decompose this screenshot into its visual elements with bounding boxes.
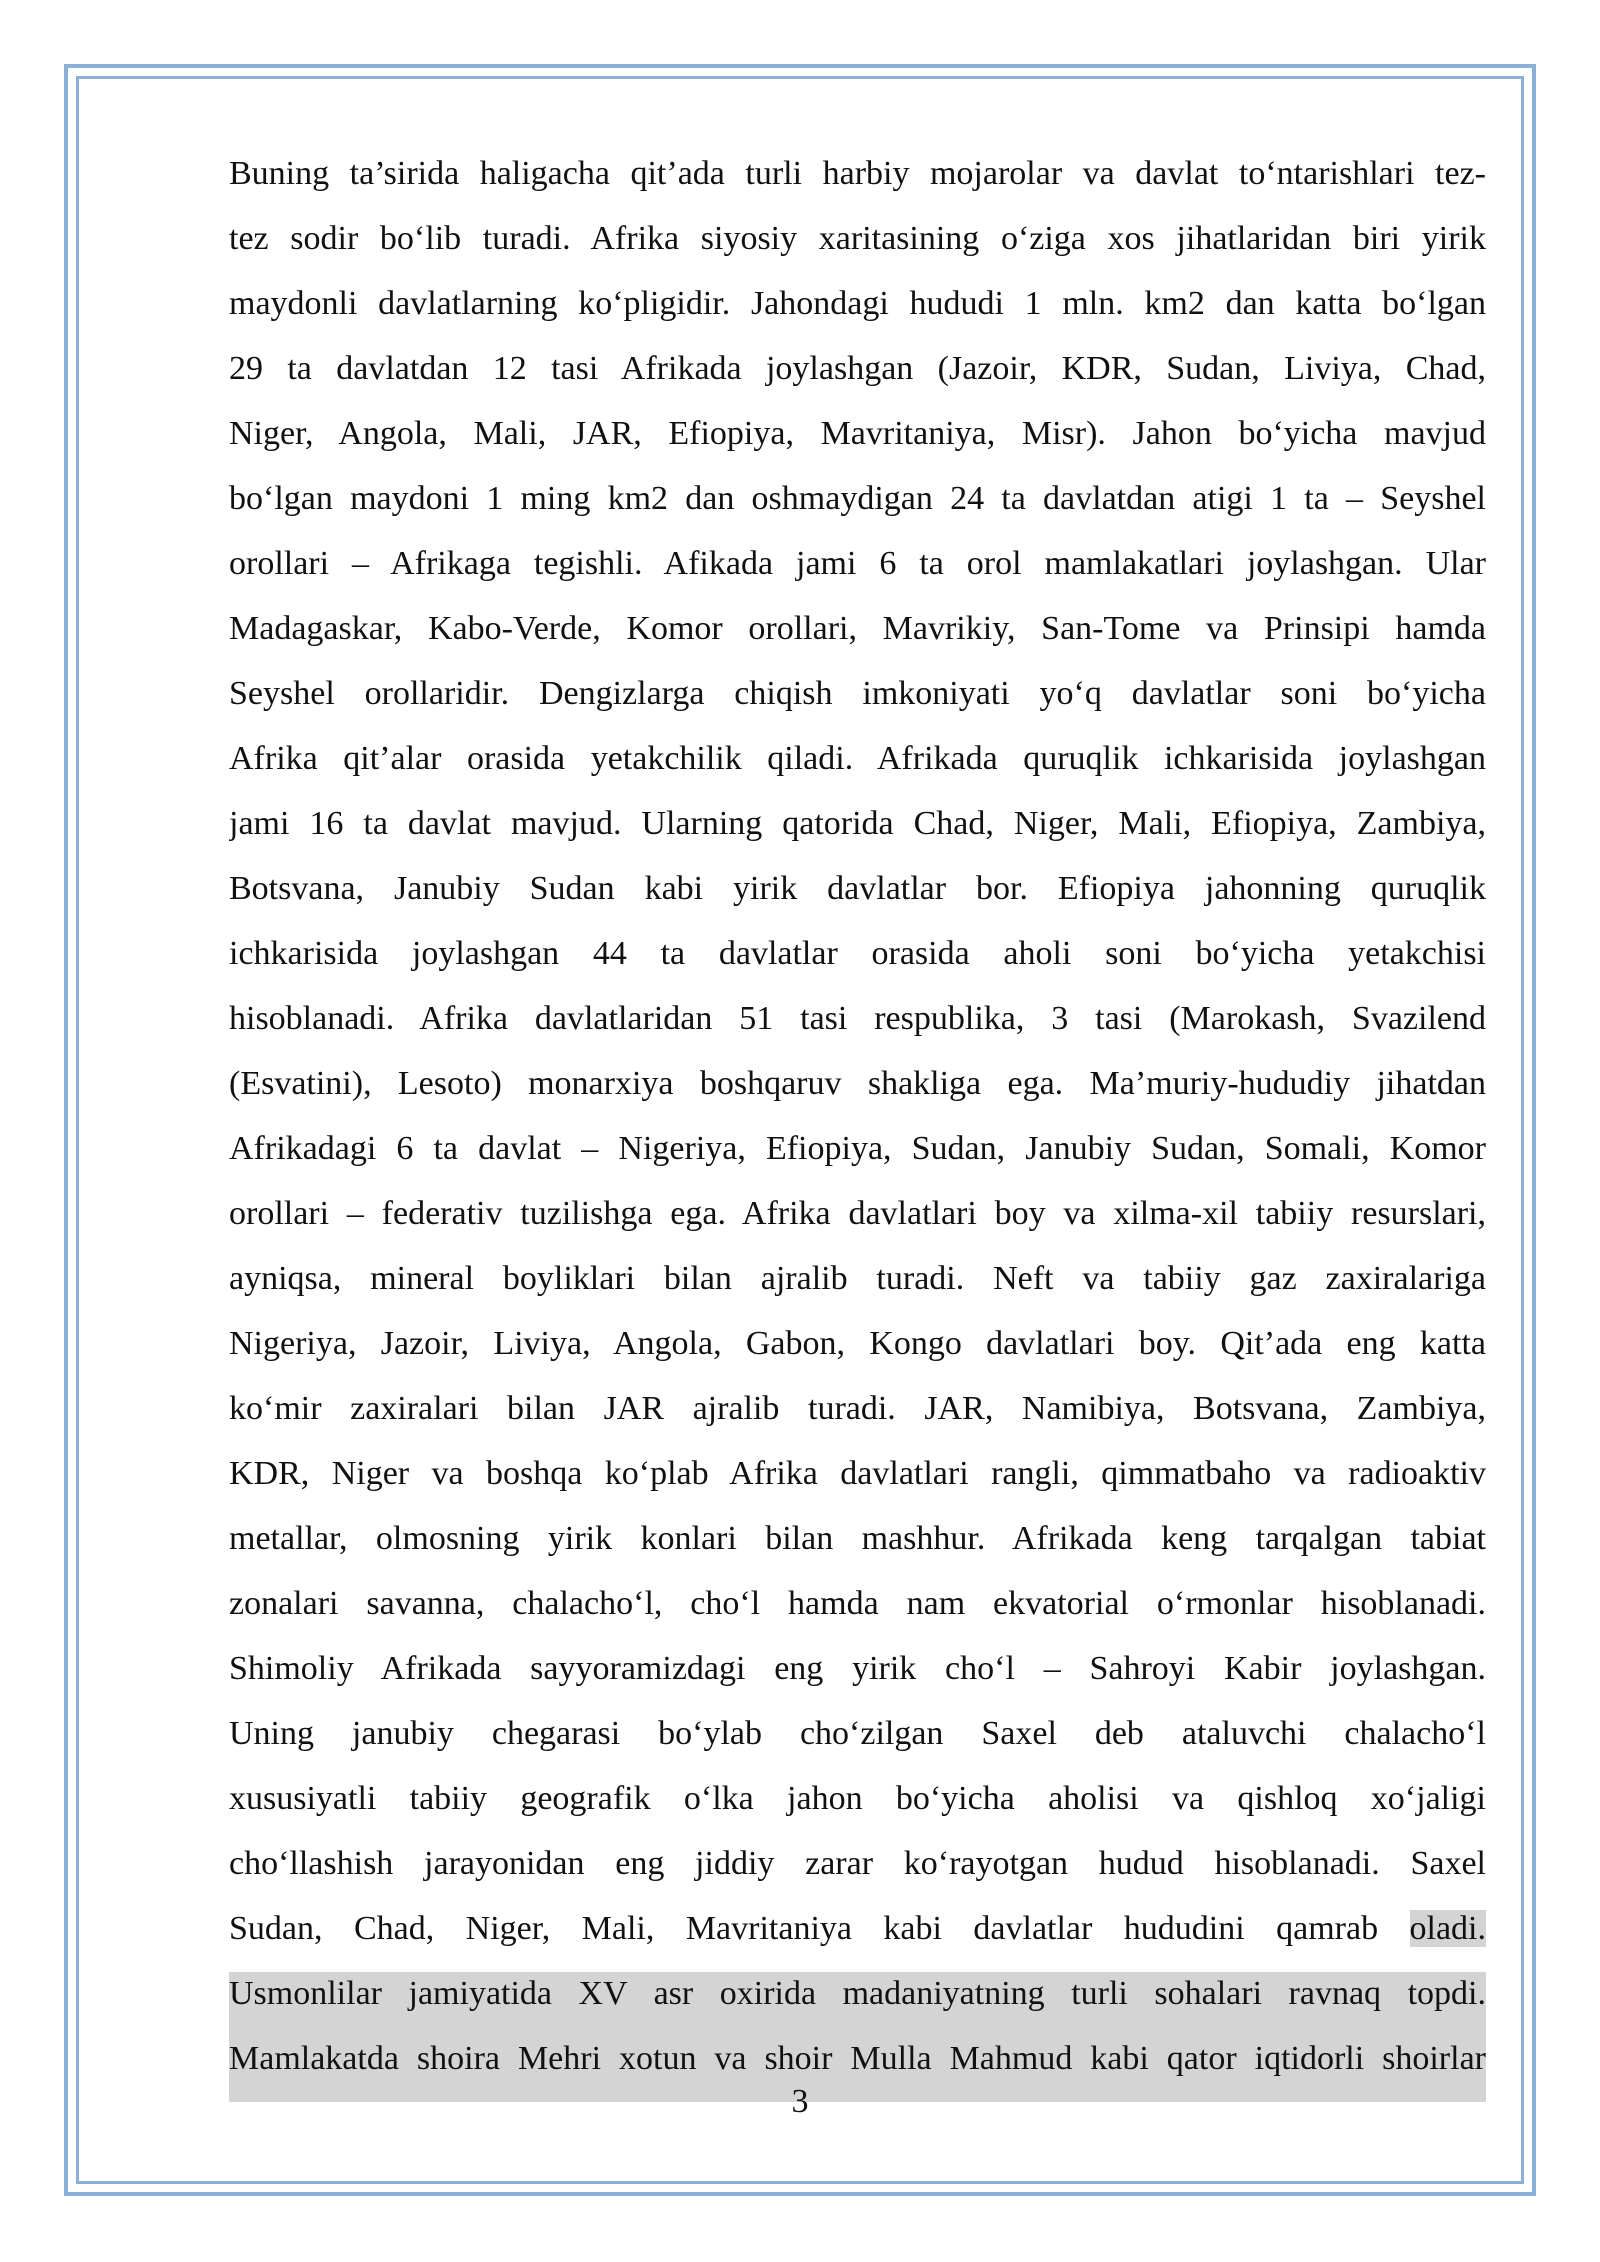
text-line: (Esvatini), Lesoto) monarxiya boshqaruv shakliga ega. Ma’muriy-hududiy jihatdan xyxy=(229,1065,1486,1102)
highlighted-text-line: Mamlakatda shoira Mehri xotun va shoir Mulla Mahmud kabi qator iqtidorli shoirlar xyxy=(229,2037,1486,2102)
text-line: Shimoliy Afrikada sayyoramizdagi eng yirik cho‘l – Sahroyi Kabir joylashgan. xyxy=(229,1650,1486,1687)
page-number: 3 xyxy=(791,2083,809,2120)
text-line: tez sodir bo‘lib turadi. Afrika siyosiy xaritasining o‘ziga xos jihatlaridan biri yirik xyxy=(229,220,1486,257)
text-line: Afrika qit’alar orasida yetakchilik qiladi. Afrikada quruqlik ichkarisida joylashgan xyxy=(229,740,1486,777)
text-line: ichkarisida joylashgan 44 ta davlatlar orasida aholi soni bo‘yicha yetakchisi xyxy=(229,935,1486,972)
text-line: metallar, olmosning yirik konlari bilan mashhur. Afrikada keng tarqalgan tabiat xyxy=(229,1520,1486,1557)
text-line: maydonli davlatlarning ko‘pligidir. Jahondagi hududi 1 mln. km2 dan katta bo‘lgan xyxy=(229,285,1486,322)
text-line: KDR, Niger va boshqa ko‘plab Afrika davlatlari rangli, qimmatbaho va radioaktiv xyxy=(229,1455,1486,1492)
text-line: zonalari savanna, chalacho‘l, cho‘l hamda nam ekvatorial o‘rmonlar hisoblanadi. xyxy=(229,1585,1486,1622)
text-line: Botsvana, Janubiy Sudan kabi yirik davlatlar bor. Efiopiya jahonning quruqlik xyxy=(229,870,1486,907)
text-line: Madagaskar, Kabo-Verde, Komor orollari, Mavrikiy, San-Tome va Prinsipi hamda xyxy=(229,610,1486,647)
text-line: orollari – Afrikaga tegishli. Afikada jami 6 ta orol mamlakatlari joylashgan. Ular xyxy=(229,545,1486,582)
text-line: jami 16 ta davlat mavjud. Ularning qatorida Chad, Niger, Mali, Efiopiya, Zambiya, xyxy=(229,805,1486,842)
highlighted-text-line: Usmonlilar jamiyatida XV asr oxirida madaniyatning turli sohalari ravnaq topdi. xyxy=(229,1972,1486,2037)
text-line: xususiyatli tabiiy geografik o‘lka jahon bo‘yicha aholisi va qishloq xo‘jaligi xyxy=(229,1780,1486,1817)
text-line: 29 ta davlatdan 12 tasi Afrikada joylashgan (Jazoir, KDR, Sudan, Liviya, Chad, xyxy=(229,350,1486,387)
text-line: ko‘mir zaxiralari bilan JAR ajralib turadi. JAR, Namibiya, Botsvana, Zambiya, xyxy=(229,1390,1486,1427)
text-line: Niger, Angola, Mali, JAR, Efiopiya, Mavritaniya, Misr). Jahon bo‘yicha mavjud xyxy=(229,415,1486,452)
text-line: Nigeriya, Jazoir, Liviya, Angola, Gabon, Kongo davlatlari boy. Qit’ada eng katta xyxy=(229,1325,1486,1362)
text-line: hisoblanadi. Afrika davlatlaridan 51 tasi respublika, 3 tasi (Marokash, Svazilend xyxy=(229,1000,1486,1037)
text-line: ayniqsa, mineral boyliklari bilan ajralib turadi. Neft va tabiiy gaz zaxiralariga xyxy=(229,1260,1486,1297)
body-text xyxy=(229,152,1486,2102)
highlighted-text: oladi. xyxy=(1409,1910,1486,1947)
text-line: orollari – federativ tuzilishga ega. Afrika davlatlari boy va xilma-xil tabiiy resurslari, xyxy=(229,1195,1486,1232)
text-segment: Sudan, Chad, Niger, Mali, Mavritaniya kabi davlatlar hududini qamrab xyxy=(229,1910,1410,1947)
text-line: cho‘llashish jarayonidan eng jiddiy zarar ko‘rayotgan hudud hisoblanadi. Saxel xyxy=(229,1845,1486,1882)
text-line: Afrikadagi 6 ta davlat – Nigeriya, Efiopiya, Sudan, Janubiy Sudan, Somali, Komor xyxy=(229,1130,1486,1167)
text-line: Seyshel orollaridir. Dengizlarga chiqish imkoniyati yo‘q davlatlar soni bo‘yicha xyxy=(229,675,1486,712)
text-line: bo‘lgan maydoni 1 ming km2 dan oshmaydigan 24 ta davlatdan atigi 1 ta – Seyshel xyxy=(229,480,1486,517)
text-line-partial-highlight xyxy=(229,1907,1486,1972)
text-line: Uning janubiy chegarasi bo‘ylab cho‘zilgan Saxel deb ataluvchi chalacho‘l xyxy=(229,1715,1486,1752)
text-line: Buning ta’sirida haligacha qit’ada turli harbiy mojarolar va davlat to‘ntarishlari tez- xyxy=(229,155,1486,192)
